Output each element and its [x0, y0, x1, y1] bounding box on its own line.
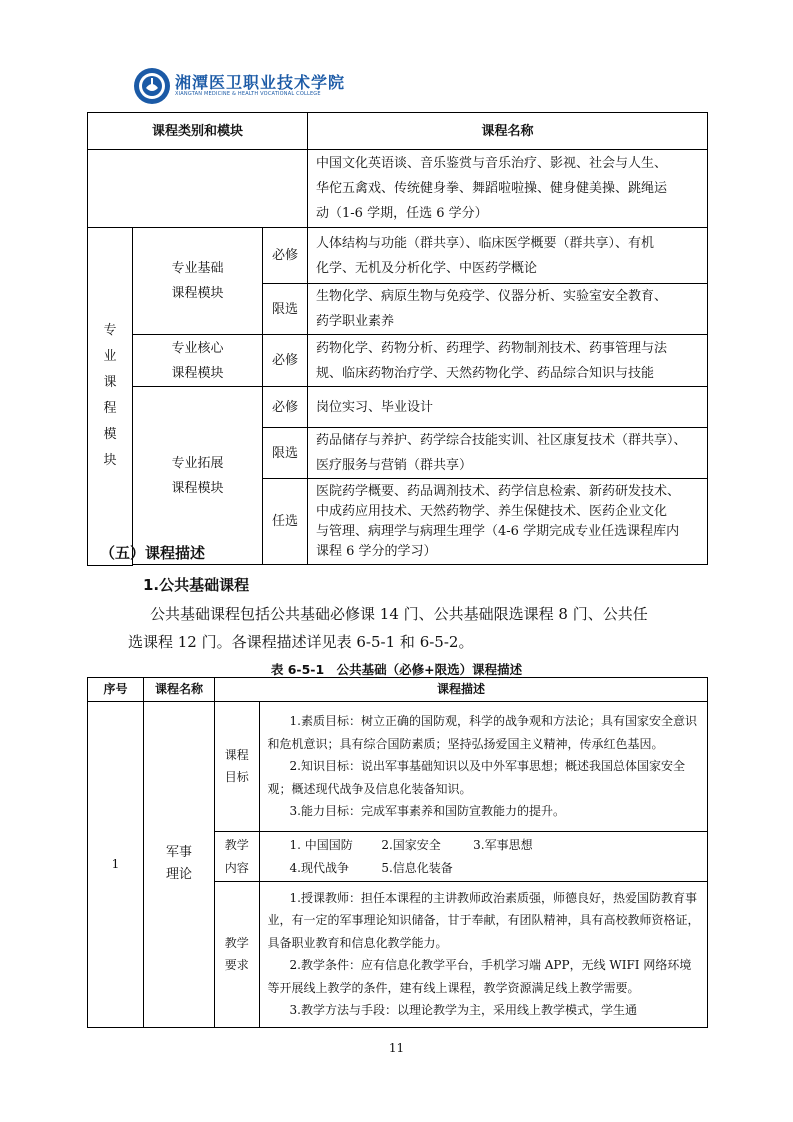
- section-title: （五）课程描述: [100, 544, 206, 562]
- row-number: 1: [88, 701, 144, 1027]
- college-emblem-icon: [133, 67, 171, 105]
- extension-limited-courses: 药品储存与养护、药学综合技能实训、社区康复技术（群共享）、 医疗服务与营销（群共享）: [308, 428, 708, 479]
- college-logo: [133, 64, 346, 110]
- header-course-name: 课程名称: [144, 678, 215, 702]
- extension-optional-courses: 医院药学概要、药品调剂技术、药学信息检索、新药研发技术、 中成药应用技术、天然药物学、养生保健技术、医药企业文化 与管理、病理学与病理生理学（4-6 学期完成专业任选课程库内 课程 6 学分的学习）: [308, 479, 708, 565]
- course-goals: 1.素质目标：树立正确的国防观，科学的战争观和方法论；具有国家安全意识和危机意识；具有综合国防素质；坚持弘扬爱国主义精神，传承红色基因。 2.知识目标：说出军事基础知识以及中外军事思想；概述我国总体国家安全观；概述现代战争及信息化装备知识。 3.能力目标：完成军事素养和国防宣教能力的提升。: [259, 702, 707, 832]
- extension-required-courses: 岗位实习、毕业设计: [308, 387, 708, 428]
- core-required-courses: 药物化学、药物分析、药理学、药物制剂技术、药事管理与法 规、临床药物治疗学、天然药物化学、药品综合知识与技能: [308, 335, 708, 387]
- course-name: 军事 理论: [144, 701, 215, 1027]
- course-description-table: [87, 677, 708, 1028]
- course-module-table: [87, 112, 708, 566]
- type-limited: 限选: [263, 284, 308, 335]
- logo-english-name: XIANGTAN MEDICINE & HEALTH VOCATIONAL COLLEGE: [175, 91, 321, 97]
- basic-limited-courses: 生物化学、病原生物与免疫学、仪器分析、实验室安全教育、 药学职业素养: [308, 284, 708, 335]
- type-required: 必修: [263, 387, 308, 428]
- type-limited: 限选: [263, 428, 308, 479]
- paragraph-line-1: 公共基础课程包括公共基础必修课 14 门、公共基础限选课程 8 门、公共任: [150, 605, 648, 623]
- paragraph-line-2: 选课程 12 门。各课程描述详见表 6-5-1 和 6-5-2。: [128, 633, 474, 651]
- header-number: 序号: [88, 678, 144, 702]
- header-description: 课程描述: [215, 678, 708, 702]
- module-basic: 专业基础 课程模块: [133, 228, 263, 335]
- subsection-title: 1.公共基础课程: [143, 576, 250, 594]
- public-elective-courses: 中国文化英语谈、音乐鉴赏与音乐治疗、影视、社会与人生、 华佗五禽戏、传统健身拳、舞蹈啦啦操、健身健美操、跳绳运 动（1-6 学期，任选 6 学分）: [308, 150, 708, 228]
- teaching-requirements: 1.授课教师：担任本课程的主讲教师政治素质强，师德良好，热爱国防教育事业，有一定的军事理论知识储备，甘于奉献，有团队精神，具有高校教师资格证，具备职业教育和信息化教学能力。 2.教学条件：应有信息化教学平台，手机学习端 APP，无线 WIFI 网络环境等开展线上教学的条件，建有线上课程，教学资源满足线上教学需要。 3.教学方法与手段：以理论教学为主，采用线上教学模式，学生通: [267, 890, 700, 1018]
- basic-required-courses: 人体结构与功能（群共享）、临床医学概要（群共享）、有机 化学、无机及分析化学、中医药学概论: [308, 228, 708, 284]
- type-required: 必修: [263, 335, 308, 387]
- type-required: 必修: [263, 228, 308, 284]
- page-number: 11: [388, 1041, 405, 1055]
- module-extension: 专业拓展 课程模块: [133, 387, 263, 565]
- label-course-goal: 课程 目标: [215, 702, 259, 832]
- table-caption: 表 6-5-1 公共基础（必修+限选）课程描述: [270, 662, 523, 677]
- type-optional: 任选: [263, 479, 308, 565]
- label-teaching-requirements: 教学 要求: [215, 882, 259, 1027]
- professional-module-group-label: 专 业 课 程 模 块: [88, 228, 133, 566]
- col-header-category: 课程类别和模块: [88, 113, 308, 150]
- col-header-course-name: 课程名称: [308, 113, 708, 150]
- empty-category-cell: [88, 150, 308, 228]
- label-teaching-content: 教学 内容: [215, 832, 259, 882]
- logo-chinese-name: 湘潭医卫职业技术学院: [175, 73, 346, 92]
- module-core: 专业核心 课程模块: [133, 335, 263, 387]
- teaching-content: 1. 中国国防 2.国家安全 3.军事思想 4.现代战争 5.信息化装备: [259, 832, 707, 882]
- description-subtable: [215, 702, 707, 1027]
